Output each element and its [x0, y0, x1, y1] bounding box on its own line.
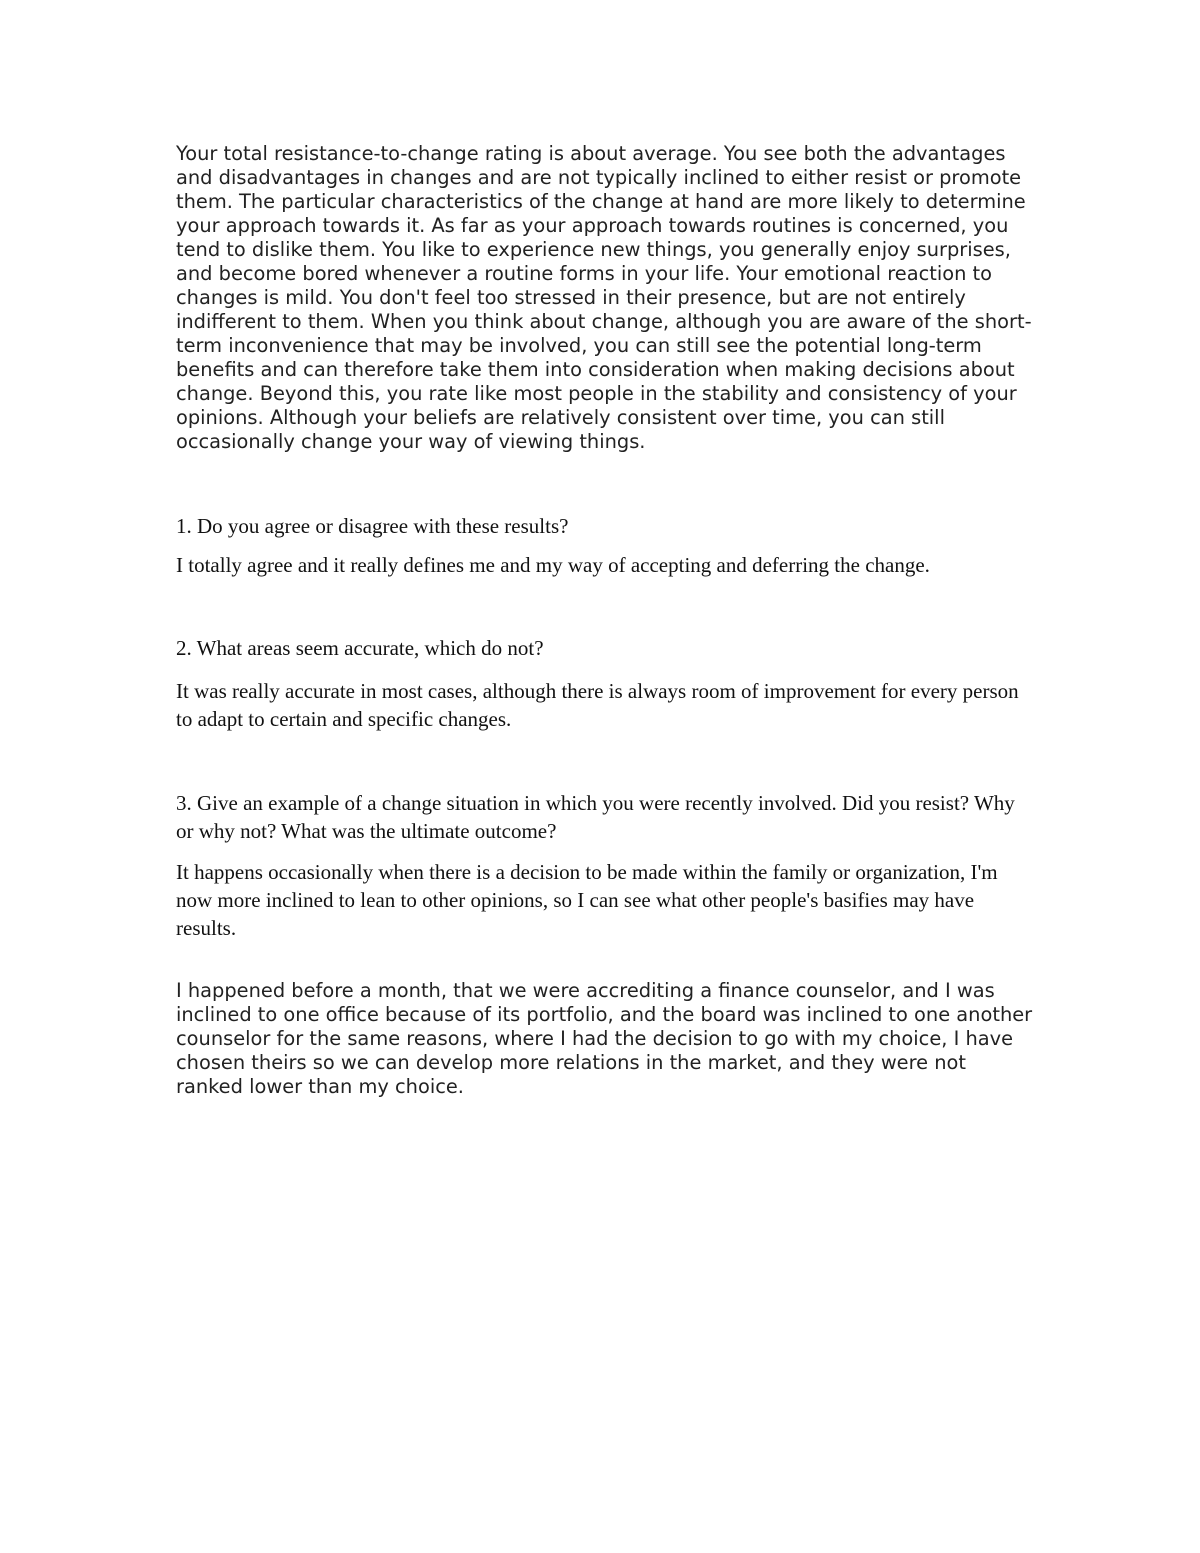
document-body: [176, 142, 1036, 1099]
answer-1: I totally agree and it really defines me and my way of accepting and deferring the change.: [176, 553, 930, 577]
example-paragraph: I happened before a month, that we were accrediting a finance counselor, and I was inclined to one office because of its portfolio, and the board was inclined to one another counselor for the same reasons, where I had the decision to go with my choice, I have chosen theirs so we can develop more relations in the market, and they were not ranked lower than my choice.: [176, 979, 1033, 1098]
answer-3: It happens occasionally when there is a decision to be made within the family or organization, I'm now more inclined to lean to other opinions, so I can see what other people's basifies may have results.: [176, 860, 998, 940]
answer-2: It was really accurate in most cases, although there is always room of improvement for every person to adapt to certain and specific changes.: [176, 679, 1019, 731]
intro-paragraph: Your total resistance-to-change rating is about average. You see both the advantages and disadvantages in changes and are not typically inclined to either resist or promote them. The particular characteristics of the change at hand are more likely to determine your approach towards it. As far as your approach towards routines is concerned, you tend to dislike them. You like to experience new things, you generally enjoy surprises, and become bored whenever a routine forms in your life. Your emotional reaction to changes is mild. You don't feel too stressed in their presence, but are not entirely indifferent to them. When you think about change, although you are aware of the short-term inconvenience that may be involved, you can still see the potential long-term benefits and can therefore take them into consideration when making decisions about change. Beyond this, you rate like most people in the stability and consistency of your opinions. Although your beliefs are relatively consistent over time, you can still occasionally change your way of viewing things.: [176, 142, 1032, 453]
question-2: 2. What areas seem accurate, which do not?: [176, 636, 544, 660]
question-3: 3. Give an example of a change situation in which you were recently involved. Did you resist? Why or why not? What was the ultimate outcome?: [176, 791, 1015, 843]
question-1: 1. Do you agree or disagree with these results?: [176, 514, 569, 538]
